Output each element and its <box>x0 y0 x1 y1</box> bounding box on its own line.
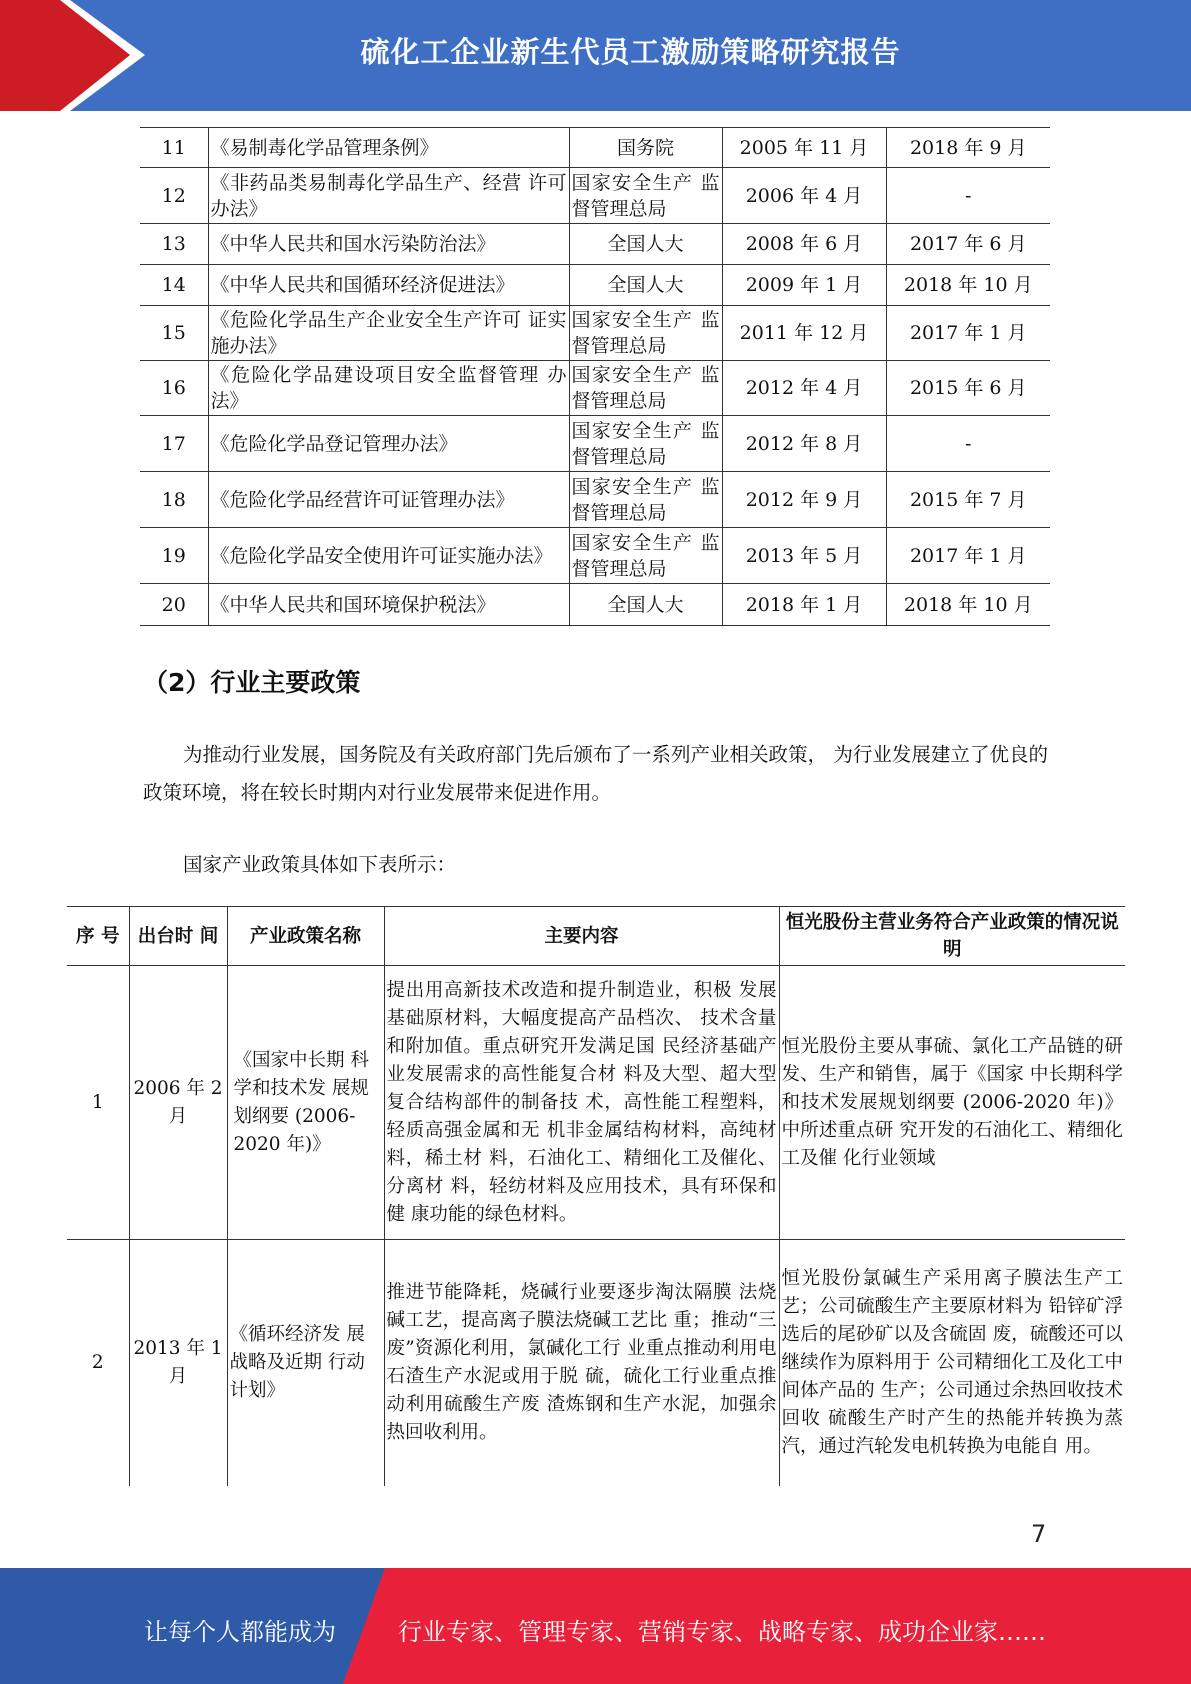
row-number: 19 <box>140 528 208 584</box>
page-footer <box>0 1568 1191 1684</box>
revision-date: - <box>886 416 1050 472</box>
row-number: 18 <box>140 472 208 528</box>
issuing-authority: 国家安全生产 监督管理总局 <box>569 416 722 472</box>
row-number: 17 <box>140 416 208 472</box>
issuing-authority: 全国人大 <box>569 224 722 265</box>
table-row <box>140 472 1050 528</box>
page-number: 7 <box>1031 1520 1047 1548</box>
issuing-authority: 国家安全生产 监督管理总局 <box>569 168 722 224</box>
regulation-name: 《中华人民共和国水污染防治法》 <box>208 224 569 265</box>
table-row <box>140 306 1050 361</box>
issuing-authority: 全国人大 <box>569 584 722 626</box>
table-row <box>140 361 1050 416</box>
table-row <box>140 416 1050 472</box>
issuing-authority: 全国人大 <box>569 265 722 306</box>
regulation-name: 《危险化学品登记管理办法》 <box>208 416 569 472</box>
issue-date: 2012 年 9 月 <box>722 472 886 528</box>
table-row <box>67 966 1125 1240</box>
table-row <box>140 528 1050 584</box>
header-date: 出台时 间 <box>129 907 227 966</box>
report-title: 硫化工企业新生代员工激励策略研究报告 <box>360 35 901 69</box>
header-no: 序 号 <box>67 907 129 966</box>
table-row <box>67 1240 1125 1486</box>
row-number: 12 <box>140 168 208 224</box>
regulation-name: 《危险化学品生产企业安全生产许可 证实施办法》 <box>208 306 569 361</box>
issue-date: 2008 年 6 月 <box>722 224 886 265</box>
row-number: 11 <box>140 128 208 168</box>
policy-name: 《循环经济发 展战略及近期 行动计划》 <box>227 1240 384 1486</box>
issue-date: 2006 年 2 月 <box>129 966 227 1240</box>
header-content: 主要内容 <box>384 907 779 966</box>
revision-date: 2015 年 7 月 <box>886 472 1050 528</box>
issuing-authority: 国家安全生产 监督管理总局 <box>569 361 722 416</box>
issue-date: 2011 年 12 月 <box>722 306 886 361</box>
header-policy-name: 产业政策名称 <box>227 907 384 966</box>
issuing-authority: 国务院 <box>569 128 722 168</box>
section-heading: （2）行业主要政策 <box>143 668 361 697</box>
table-row <box>140 265 1050 306</box>
header-compliance-note: 恒光股份主营业务符合产业政策的情况说明 <box>779 907 1125 966</box>
row-number: 14 <box>140 265 208 306</box>
row-number: 15 <box>140 306 208 361</box>
issue-date: 2012 年 4 月 <box>722 361 886 416</box>
page-header <box>0 0 1191 111</box>
row-number: 20 <box>140 584 208 626</box>
issuing-authority: 国家安全生产 监督管理总局 <box>569 528 722 584</box>
revision-date: 2018 年 10 月 <box>886 265 1050 306</box>
table-row <box>140 168 1050 224</box>
regulation-name: 《中华人民共和国循环经济促进法》 <box>208 265 569 306</box>
issue-date: 2006 年 4 月 <box>722 168 886 224</box>
section-paragraph: 为推动行业发展，国务院及有关政府部门先后颁布了一系列产业相关政策， 为行业发展建立了优良的政策环境，将在较长时期内对行业发展带来促进作用。 <box>143 743 1048 804</box>
issue-date: 2009 年 1 月 <box>722 265 886 306</box>
row-number: 13 <box>140 224 208 265</box>
revision-date: 2018 年 9 月 <box>886 128 1050 168</box>
table-row <box>140 224 1050 265</box>
row-number: 1 <box>67 966 129 1240</box>
regulation-name: 《危险化学品经营许可证管理办法》 <box>208 472 569 528</box>
issuing-authority: 国家安全生产 监督管理总局 <box>569 306 722 361</box>
table-header-row <box>67 907 1125 966</box>
revision-date: - <box>886 168 1050 224</box>
row-number: 16 <box>140 361 208 416</box>
issue-date: 2018 年 1 月 <box>722 584 886 626</box>
policy-name: 《国家中长期 科学和技术发 展规划纲要 (2006-2020 年)》 <box>227 966 384 1240</box>
revision-date: 2015 年 6 月 <box>886 361 1050 416</box>
issue-date: 2013 年 5 月 <box>722 528 886 584</box>
revision-date: 2017 年 1 月 <box>886 528 1050 584</box>
issue-date: 2012 年 8 月 <box>722 416 886 472</box>
issue-date: 2013 年 1 月 <box>129 1240 227 1486</box>
regulation-name: 《易制毒化学品管理条例》 <box>208 128 569 168</box>
issuing-authority: 国家安全生产 监督管理总局 <box>569 472 722 528</box>
regulation-name: 《危险化学品安全使用许可证实施办法》 <box>208 528 569 584</box>
regulation-name: 《危险化学品建设项目安全监督管理 办法》 <box>208 361 569 416</box>
industry-policy-table <box>67 906 1125 1486</box>
revision-date: 2017 年 1 月 <box>886 306 1050 361</box>
regulation-name: 《非药品类易制毒化学品生产、经营 许可办法》 <box>208 168 569 224</box>
policy-content: 推进节能降耗，烧碱行业要逐步淘汰隔膜 法烧碱工艺，提高离子膜法烧碱工艺比 重；推动“三废”资源化利用，氯碱化工行 业重点推动利用电石渣生产水泥或用于脱 硫，硫化工行业重点推动利用硫酸生产废 渣炼钢和生产水泥，加强余热回收利用。 <box>384 1240 779 1486</box>
compliance-note: 恒光股份氯碱生产采用离子膜法生产工艺；公司硫酸生产主要原材料为 铅锌矿浮选后的尾砂矿以及含硫固 废，硫酸还可以继续作为原料用于 公司精细化工及化工中间体产品的 生产；公司通过余热回收技术回收 硫酸生产时产生的热能并转换为蒸 汽，通过汽轮发电机转换为电能自 用。 <box>779 1240 1125 1486</box>
regulations-table <box>140 127 1050 626</box>
compliance-note: 恒光股份主要从事硫、氯化工产品链的研发、生产和销售，属于《国家 中长期科学和技术发展规划纲要 (2006-2020 年)》中所述重点研 究开发的石油化工、精细化工及催 化行业领域 <box>779 966 1125 1240</box>
table-row <box>140 128 1050 168</box>
regulation-name: 《中华人民共和国环境保护税法》 <box>208 584 569 626</box>
table-row <box>140 584 1050 626</box>
revision-date: 2017 年 6 月 <box>886 224 1050 265</box>
policy-content: 提出用高新技术改造和提升制造业，积极 发展基础原材料，大幅度提高产品档次、 技术含量和附加值。重点研究开发满足国 民经济基础产业发展需求的高性能复合材 料及大型、超大型复合结构部件的制备技 术，高性能工程塑料，轻质高强金属和无 机非金属结构材料，高纯材料，稀土材 料，石油化工、精细化工及催化、分离材 料，轻纺材料及应用技术，具有环保和健 康功能的绿色材料。 <box>384 966 779 1240</box>
table-intro-text: 国家产业政策具体如下表所示： <box>183 853 457 876</box>
footer-slogan-left: 让每个人都能成为 <box>144 1618 336 1646</box>
issue-date: 2005 年 11 月 <box>722 128 886 168</box>
revision-date: 2018 年 10 月 <box>886 584 1050 626</box>
row-number: 2 <box>91 1351 104 1373</box>
footer-slogan-right: 行业专家、管理专家、营销专家、战略专家、成功企业家…… <box>398 1618 1046 1646</box>
